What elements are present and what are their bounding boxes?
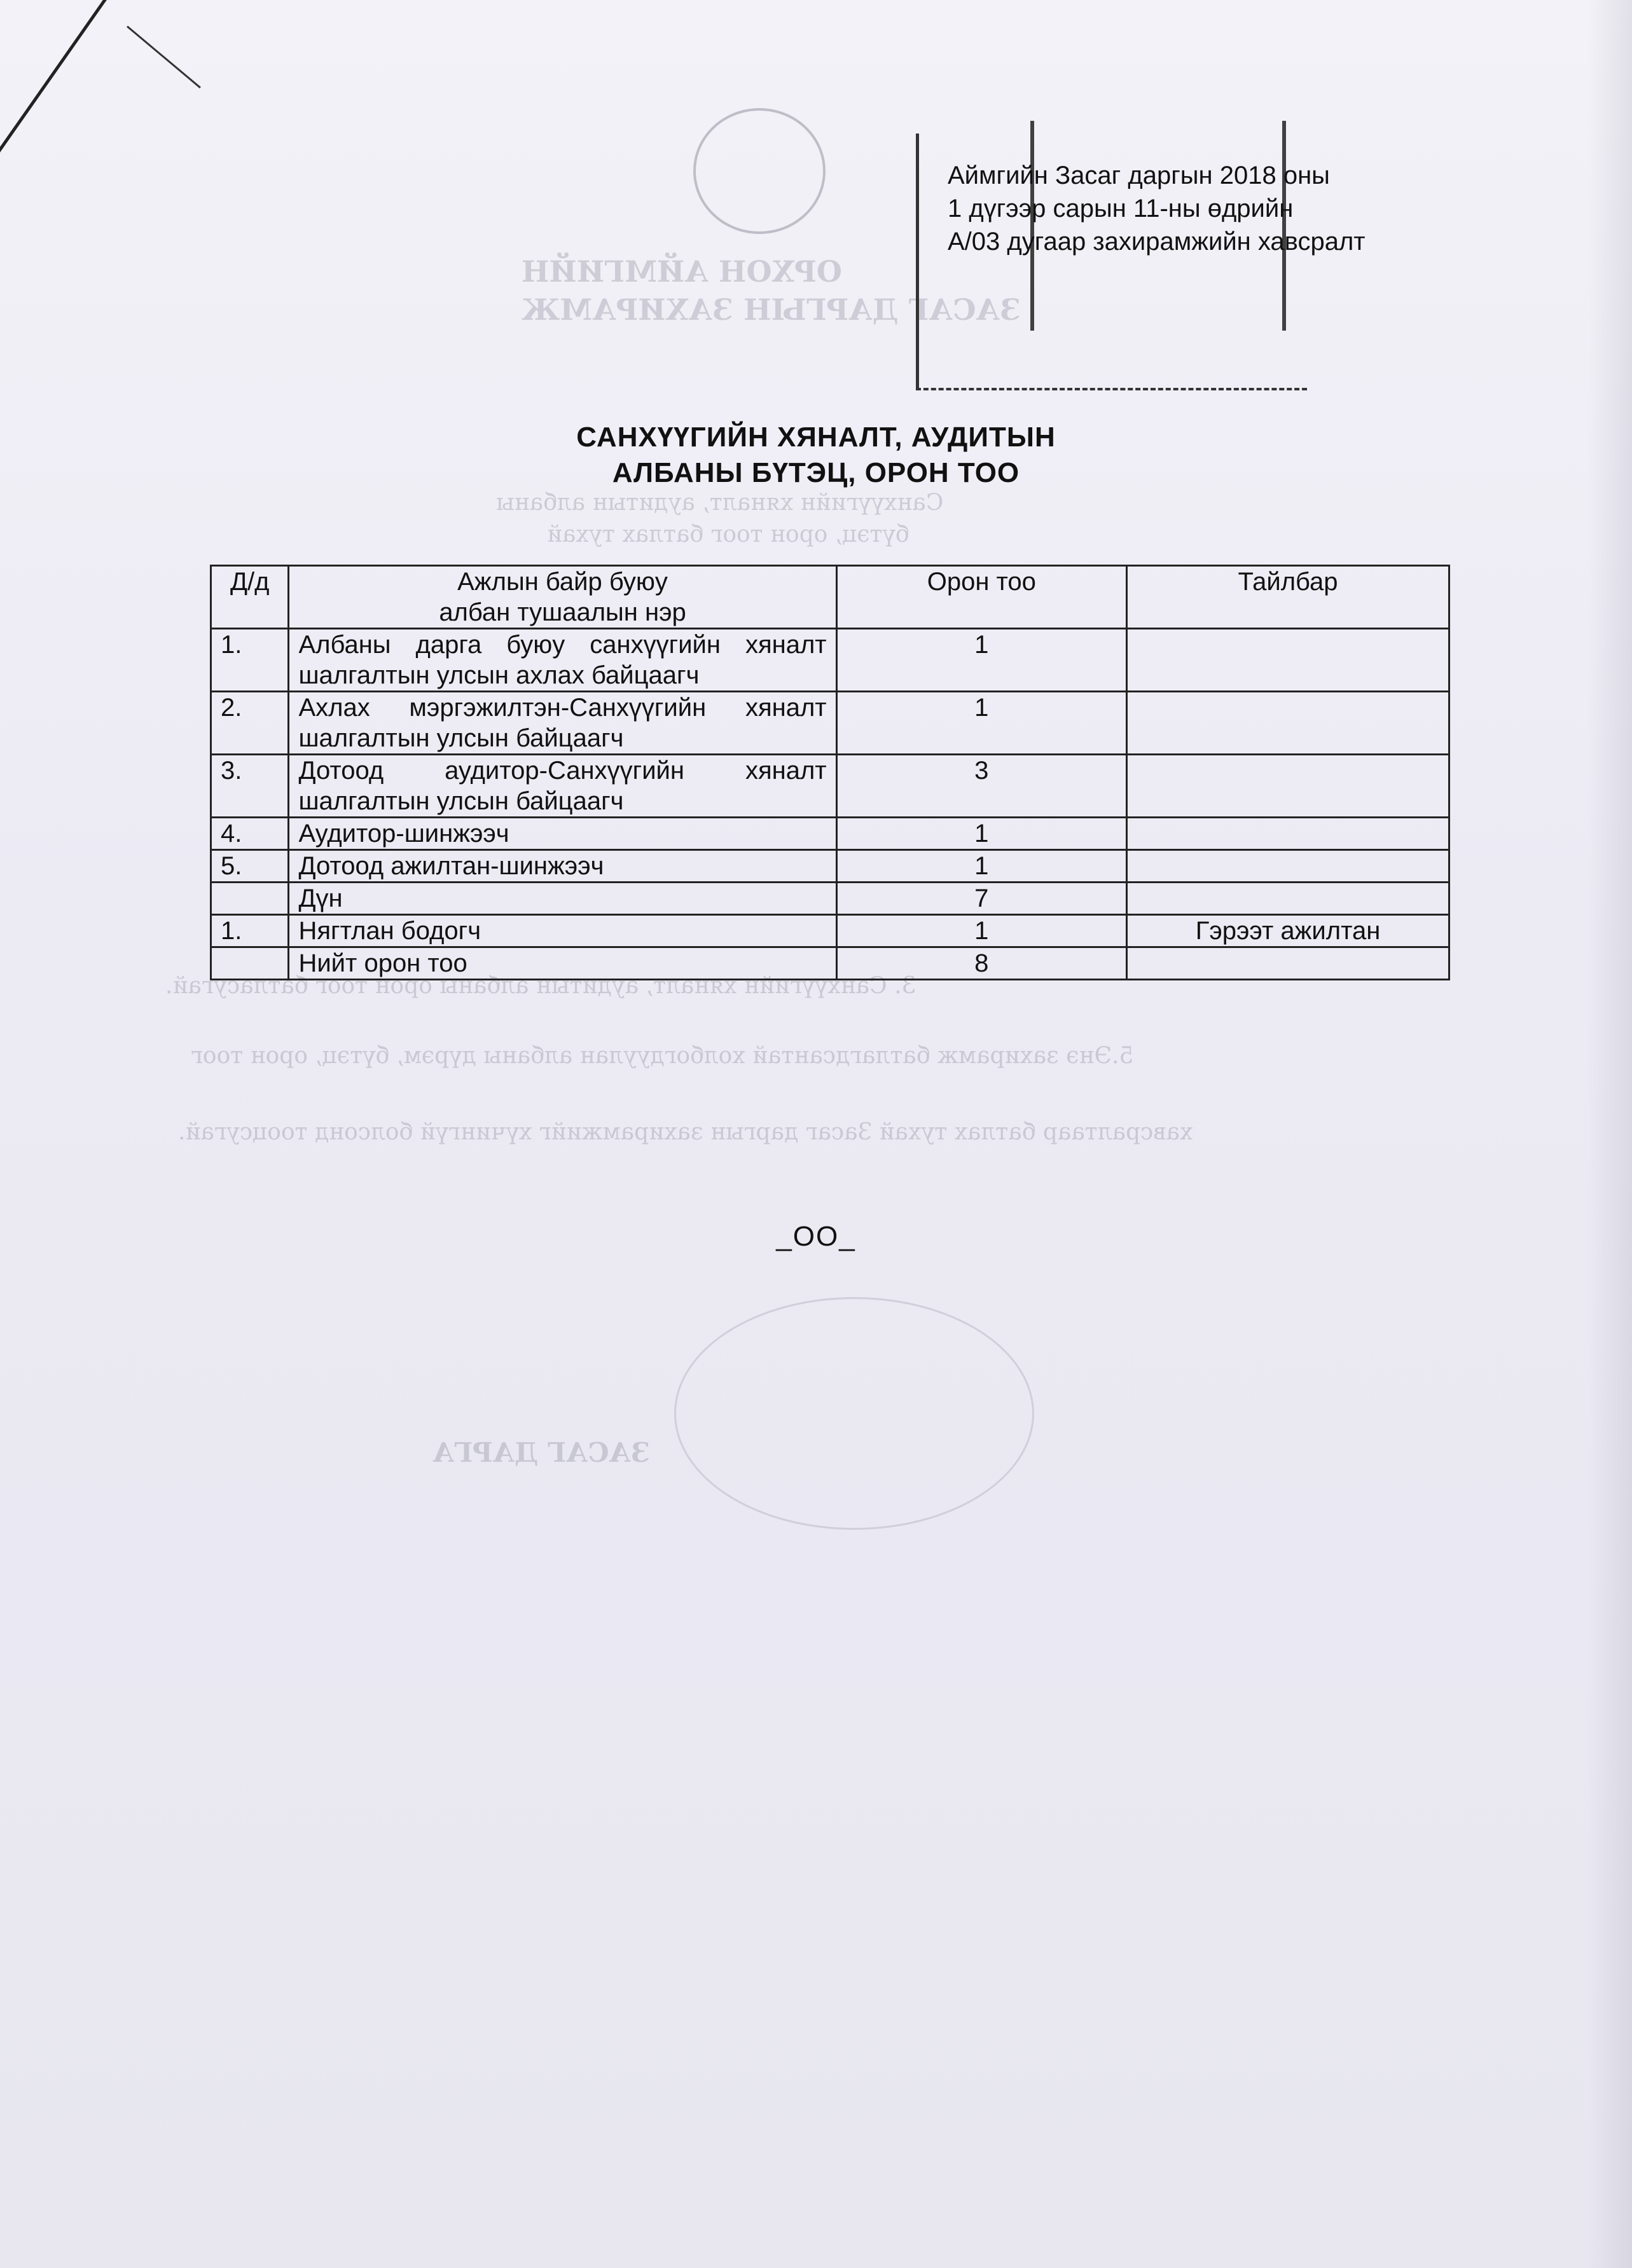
row-note [1127, 818, 1449, 850]
row-note [1127, 850, 1449, 883]
staff-table [210, 565, 1450, 980]
table-subtotal-row [211, 883, 1449, 915]
bleedthrough-text: хавсралтаар батлах тухай Засаг даргын захирамжийг хүчингүй болсонд тооцсугай. [178, 1119, 1193, 1145]
header-note: Тайлбар [1127, 566, 1449, 629]
emblem-bleedthrough-icon [693, 108, 826, 234]
row-note [1127, 629, 1449, 692]
row-note: Гэрээт ажилтан [1127, 915, 1449, 947]
bleedthrough-text: ОРХОН АЙМГИЙН [522, 254, 842, 289]
approval-line-3: А/03 дугаар захирамжийн хавсралт [948, 228, 1366, 256]
table-row [211, 692, 1449, 755]
bleedthrough-text: Санхүүгийн хяналт, аудитын албаны [496, 490, 944, 516]
row-no: 1. [211, 629, 289, 692]
header-name-line-2: албан тушаалын нэр [439, 598, 686, 626]
header-name [289, 566, 836, 629]
table-row [211, 755, 1449, 818]
row-no [211, 947, 289, 980]
row-name: Нийт орон тоо [289, 947, 836, 980]
row-no: 2. [211, 692, 289, 755]
end-mark: _OO_ [776, 1221, 856, 1252]
row-note [1127, 755, 1449, 818]
row-no: 3. [211, 755, 289, 818]
document-title [0, 420, 1632, 491]
table-header-row [211, 566, 1449, 629]
row-no: 1. [211, 915, 289, 947]
row-no: 5. [211, 850, 289, 883]
row-no: 4. [211, 818, 289, 850]
row-count: 1 [836, 692, 1126, 755]
row-count: 1 [836, 818, 1126, 850]
header-name-line-1: Ажлын байр буюу [457, 568, 668, 596]
row-name: Дотоод ажилтан-шинжээч [289, 850, 836, 883]
row-note [1127, 692, 1449, 755]
row-count: 1 [836, 850, 1126, 883]
bleedthrough-text: 5.Энэ захирамж батлагдсантай холбогдуулан албаны дүрэм, бүтэц, орон тоог [191, 1043, 1134, 1069]
row-count: 3 [836, 755, 1126, 818]
row-name: Аудитор-шинжээч [289, 818, 836, 850]
table-total-row [211, 947, 1449, 980]
row-name: Албаны дарга буюу санхүүгийн хяналт шалгалтын улсын ахлах байцаагч [289, 629, 836, 692]
bleedthrough-text: 3. Санхүүгийн хяналт, аудитын албаны орон тоог батласугай. [165, 973, 916, 999]
row-count: 8 [836, 947, 1126, 980]
row-name: Дотоод аудитор-Санхүүгийн хяналт шалгалтын улсын байцаагч [289, 755, 836, 818]
row-name: Дүн [289, 883, 836, 915]
row-name: Нягтлан бодогч [289, 915, 836, 947]
row-count: 1 [836, 629, 1126, 692]
title-line-2: АЛБАНЫ БҮТЭЦ, ОРОН ТОО [612, 457, 1020, 488]
approval-note [948, 159, 1431, 258]
seal-bleedthrough-icon [674, 1297, 1034, 1530]
bleedthrough-text: бүтэц, орон тоог батлах тухай [547, 521, 909, 547]
title-line-1: САНХҮҮГИЙН ХЯНАЛТ, АУДИТЫН [576, 422, 1056, 453]
row-count: 1 [836, 915, 1126, 947]
row-no [211, 883, 289, 915]
approval-line-1: Аймгийн Засаг даргын 2018 оны [948, 162, 1330, 189]
approval-line-2: 1 дүгээр сарын 11-ны өдрийн [948, 195, 1294, 223]
bleedthrough-text: ЗАСАГ ДАРГА [432, 1437, 651, 1468]
row-note [1127, 883, 1449, 915]
bleedthrough-text: ЗАСАГ ДАРГЫН ЗАХИРАМЖ [522, 292, 1021, 327]
table-row [211, 629, 1449, 692]
table-row [211, 818, 1449, 850]
page-edge-shadow [1587, 0, 1632, 2268]
table-row [211, 850, 1449, 883]
header-no: Д/д [211, 566, 289, 629]
table-row [211, 915, 1449, 947]
row-name: Ахлах мэргэжилтэн-Санхүүгийн хяналт шалгалтын улсын байцаагч [289, 692, 836, 755]
header-count: Орон тоо [836, 566, 1126, 629]
row-note [1127, 947, 1449, 980]
row-count: 7 [836, 883, 1126, 915]
